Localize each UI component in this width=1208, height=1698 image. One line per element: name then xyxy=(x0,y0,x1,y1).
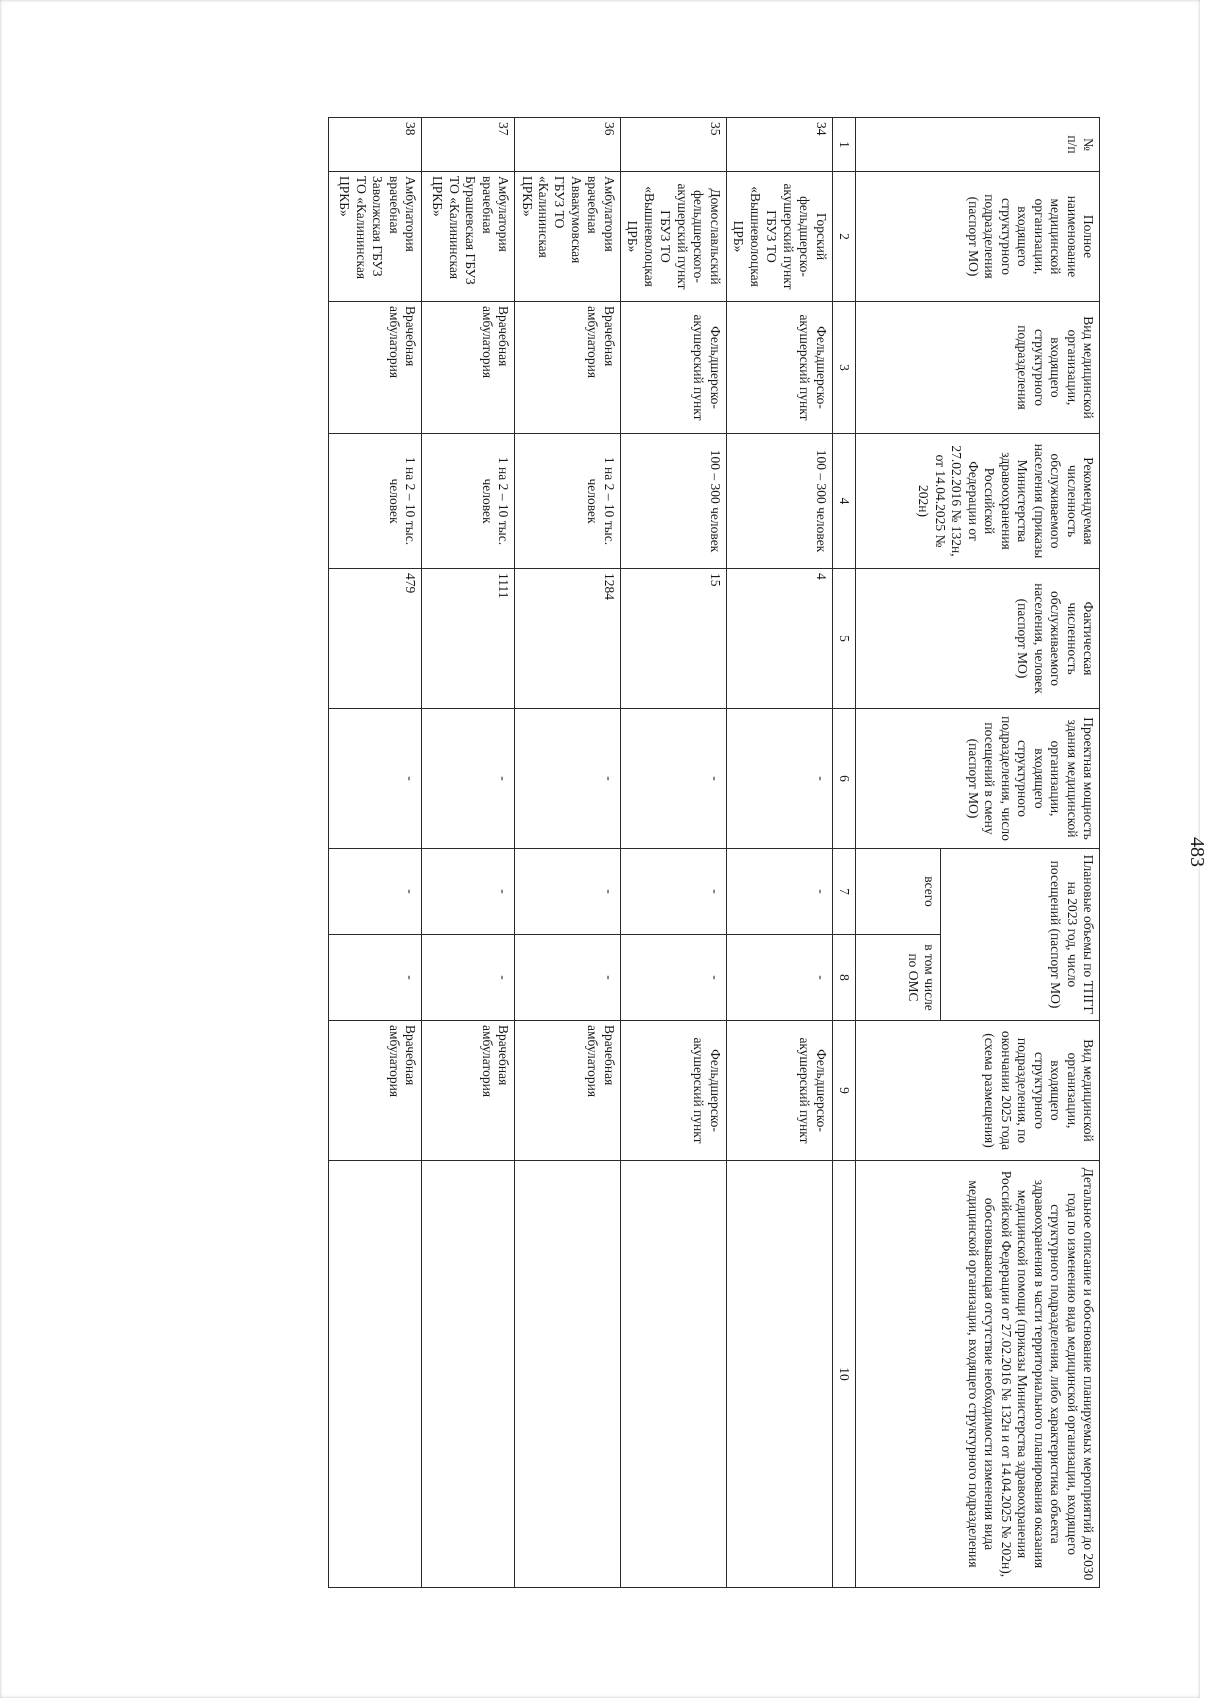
design-capacity: - xyxy=(329,709,422,849)
column-number-row xyxy=(832,118,855,1588)
planned-total: - xyxy=(515,849,621,935)
header-row xyxy=(941,118,1100,1588)
row-num: 37 xyxy=(422,118,515,172)
column-number: 3 xyxy=(832,302,855,434)
planned-oms: - xyxy=(329,935,422,1021)
header-planned-volumes: Плановые объемы по ТПГГ на 2023 год, число посещений (паспорт МО) xyxy=(941,849,1100,1021)
actual-population: 1111 xyxy=(422,569,515,709)
planned-oms: - xyxy=(422,935,515,1021)
facility-type: Врачебная амбулатория xyxy=(515,302,621,434)
recommended-population: 1 на 2 – 10 тыс. человек xyxy=(422,434,515,569)
row-num: 34 xyxy=(726,118,832,172)
column-number: 9 xyxy=(832,1021,855,1161)
planned-total: - xyxy=(726,849,832,935)
header-full-name: Полное наименование медицинской организации, входящего структурного подразделения (паспорт МО) xyxy=(856,172,1100,302)
design-capacity: - xyxy=(620,709,726,849)
facility-type: Фельдшерско-акушерский пункт xyxy=(726,302,832,434)
facility-name: Домославльский фельдшерского-акушерский пункт ГБУЗ ТО «Вышневолоцкая ЦРБ» xyxy=(620,172,726,302)
facility-name: Амбулатория врачебная Заволжская ГБУЗ ТО «Калининская ЦРКБ» xyxy=(329,172,422,302)
rotated-page xyxy=(178,117,1208,1587)
design-capacity: - xyxy=(515,709,621,849)
table-row xyxy=(620,118,726,1588)
recommended-population: 100 – 300 человек xyxy=(620,434,726,569)
description xyxy=(515,1161,621,1588)
column-number: 2 xyxy=(832,172,855,302)
header-total: всего xyxy=(856,849,941,935)
planned-oms: - xyxy=(726,935,832,1021)
column-number: 8 xyxy=(832,935,855,1021)
header-num: № п/п xyxy=(856,118,1100,172)
planned-oms: - xyxy=(620,935,726,1021)
design-capacity: - xyxy=(726,709,832,849)
header-type-2025: Вид медицинской организации, входящего структурного подразделения, по окончании 2025 года (схема размещения) xyxy=(856,1021,1100,1161)
facility-type-2025: Фельдшерско-акушерский пункт xyxy=(620,1021,726,1161)
facility-type: Врачебная амбулатория xyxy=(422,302,515,434)
recommended-population: 100 – 300 человек xyxy=(726,434,832,569)
description xyxy=(620,1161,726,1588)
header-oms: в том числе по ОМС xyxy=(856,935,941,1021)
header-org-type: Вид медицинской организации, входящего структурного подразделения xyxy=(856,302,1100,434)
facility-name: Амбулатория врачебная Аввакумовская ГБУЗ ТО «Калининская ЦРКБ» xyxy=(515,172,621,302)
page-number: 483 xyxy=(1186,837,1208,867)
row-num: 36 xyxy=(515,118,621,172)
recommended-population: 1 на 2 – 10 тыс. человек xyxy=(329,434,422,569)
actual-population: 1284 xyxy=(515,569,621,709)
facility-type: Фельдшерско-акушерский пункт xyxy=(620,302,726,434)
description xyxy=(726,1161,832,1588)
planned-total: - xyxy=(422,849,515,935)
facility-type: Врачебная амбулатория xyxy=(329,302,422,434)
column-number: 7 xyxy=(832,849,855,935)
facility-type-2025: Врачебная амбулатория xyxy=(329,1021,422,1161)
column-number: 6 xyxy=(832,709,855,849)
facility-name: Амбулатория врачебная Бурашевская ГБУЗ ТО «Калининская ЦРКБ» xyxy=(422,172,515,302)
facility-type-2025: Врачебная амбулатория xyxy=(515,1021,621,1161)
planned-total: - xyxy=(329,849,422,935)
actual-population: 15 xyxy=(620,569,726,709)
planned-total: - xyxy=(620,849,726,935)
header-description: Детальное описание и обоснование планируемых мероприятий до 2030 года по изменению вида медицинской организации, входящего структурного подразделения, либо характеристика объекта здравоохранения в части территориального планирования оказания медицинской помощи (приказы Министерства здравоохранения Российской Федерации от 27.02.2016 № 132н и от 14.04.2025 № 202н), обосновывающая отсутствие необходимости изменения вида медицинской организации, входящего структурного подразделения xyxy=(856,1161,1100,1588)
facility-type-2025: Врачебная амбулатория xyxy=(422,1021,515,1161)
column-number: 4 xyxy=(832,434,855,569)
table-row xyxy=(422,118,515,1588)
table-row xyxy=(726,118,832,1588)
table-row xyxy=(515,118,621,1588)
facilities-table xyxy=(328,117,1100,1588)
column-number: 1 xyxy=(832,118,855,172)
actual-population: 4 xyxy=(726,569,832,709)
column-number: 5 xyxy=(832,569,855,709)
recommended-population: 1 на 2 – 10 тыс. человек xyxy=(515,434,621,569)
facility-name: Горский фельдшерско-акушерский пункт ГБУЗ ТО «Вышневолоцкая ЦРБ» xyxy=(726,172,832,302)
header-recommended-population: Рекомендуемая численность обслуживаемого населения (приказы Министерства здравоохранения Российской Федерации от 27.02.2016 № 132н, от 14.04.2025 № 202н) xyxy=(856,434,1100,569)
table-row xyxy=(329,118,422,1588)
actual-population: 479 xyxy=(329,569,422,709)
facility-type-2025: Фельдшерско-акушерский пункт xyxy=(726,1021,832,1161)
description xyxy=(422,1161,515,1588)
header-design-capacity: Проектная мощность здания медицинской организации, входящего структурного подразделения, число посещений в смену (паспорт МО) xyxy=(856,709,1100,849)
planned-oms: - xyxy=(515,935,621,1021)
row-num: 38 xyxy=(329,118,422,172)
design-capacity: - xyxy=(422,709,515,849)
column-number: 10 xyxy=(832,1161,855,1588)
row-num: 35 xyxy=(620,118,726,172)
description xyxy=(329,1161,422,1588)
header-actual-population: Фактическая численность обслуживаемого населения, человек (паспорт МО) xyxy=(856,569,1100,709)
